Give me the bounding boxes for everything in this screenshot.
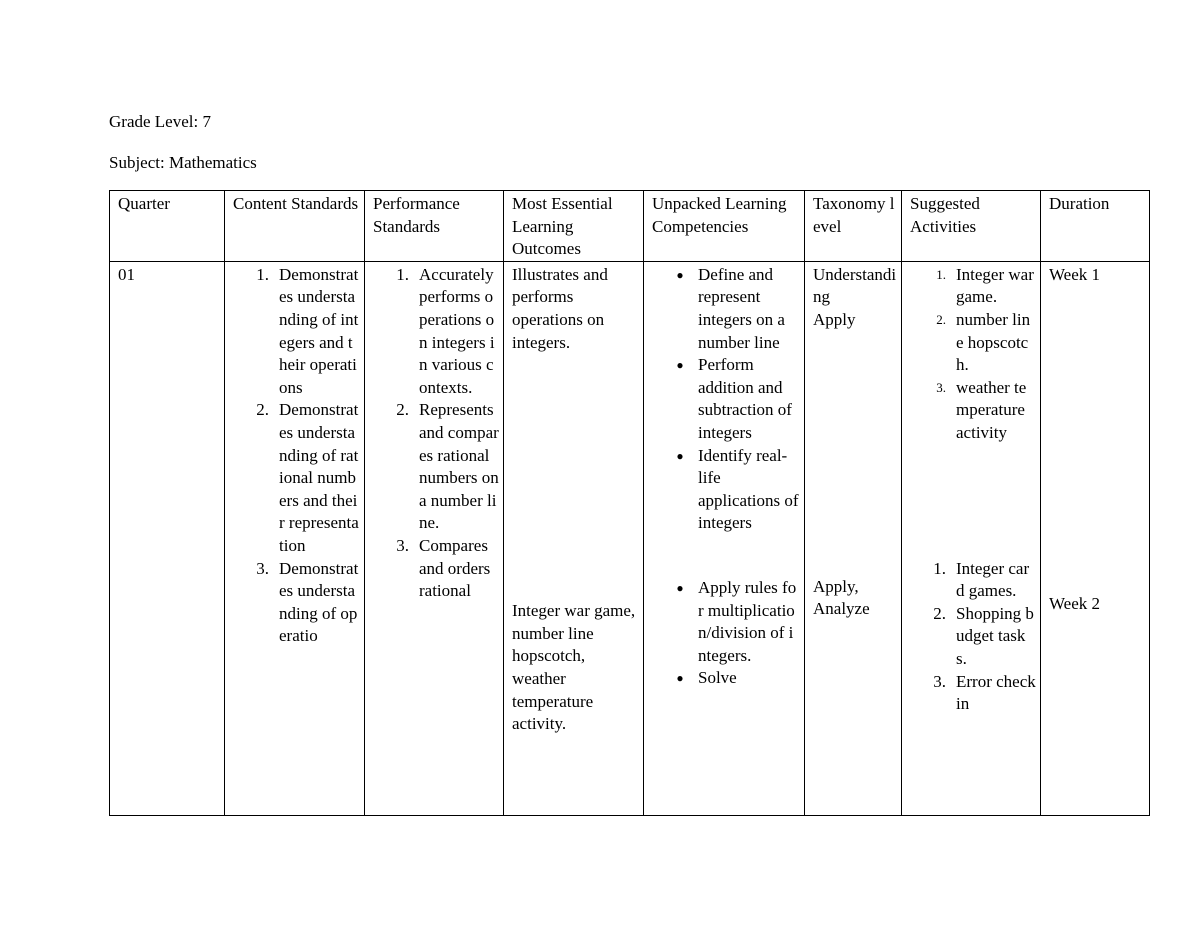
quarter-value: 01 <box>118 264 135 284</box>
list-item: 3. weather temperature activity <box>936 377 1027 442</box>
list-item: ● Define and represent integers on a number line <box>644 264 800 354</box>
quarter-cell <box>110 261 225 815</box>
unpacked-list-1 <box>644 264 800 535</box>
list-item: 1. Integer war game. <box>936 264 1034 307</box>
grade-level: Grade Level: 7 <box>109 112 211 131</box>
list-item: 2. number line hopscotch. <box>936 309 1031 375</box>
list-item: ● Solve <box>644 667 800 690</box>
col-header-performance-standards: Performance Standards <box>365 191 504 262</box>
bullet-icon: ● <box>676 671 684 686</box>
list-item: 1. Demonstrates understanding of integers and their operations <box>256 264 359 397</box>
list-item: 3. Error checkin <box>933 671 1036 714</box>
curriculum-table <box>109 190 1150 816</box>
spacer <box>1049 286 1145 593</box>
col-header-melc: Most Essential Learning Outcomes <box>504 191 644 262</box>
col-header-duration: Duration <box>1041 191 1150 262</box>
taxonomy-second: Apply, Analyze <box>813 576 870 619</box>
bullet-icon: ● <box>676 580 684 595</box>
content-standards-cell <box>225 261 365 815</box>
spacer <box>902 445 1036 558</box>
subject: Subject: Mathematics <box>109 153 257 172</box>
bullet-icon: ● <box>676 267 684 282</box>
bullet-icon: ● <box>676 448 684 463</box>
performance-standards-cell <box>365 261 504 815</box>
duration-first: Week 1 <box>1049 264 1101 284</box>
list-item: 3. Compares and orders rational <box>396 535 491 601</box>
table-row <box>110 261 1150 815</box>
activities-cell <box>902 261 1041 815</box>
list-item: 2. Demonstrates understanding of rational numbers and their representation <box>256 400 359 555</box>
performance-standards-list <box>365 264 499 603</box>
duration-cell <box>1041 261 1150 815</box>
list-item: 1. Integer card games. <box>933 558 1030 601</box>
spacer <box>644 535 800 577</box>
activities-list-1 <box>902 264 1036 445</box>
list-item: 2. Shopping budget tasks. <box>933 603 1034 668</box>
melc-cell <box>504 261 644 815</box>
col-header-quarter: Quarter <box>110 191 225 262</box>
list-item: 2. Represents and compares rational numbers on a number line. <box>396 400 499 533</box>
list-item: 3. Demonstrates understanding of operatio <box>256 558 359 646</box>
duration-second: Week 2 <box>1049 594 1101 614</box>
melc-first: Illustrates and performs operations on integers. <box>512 264 608 352</box>
col-header-unpacked: Unpacked Learning Competencies <box>644 191 805 262</box>
header-row <box>110 191 1150 262</box>
taxonomy-first-a: Understanding <box>813 264 897 307</box>
spacer <box>813 332 897 576</box>
melc-second: Integer war game, number line hopscotch, weather temperature activity. <box>512 601 636 734</box>
bullet-icon: ● <box>676 358 684 373</box>
unpacked-list-2 <box>644 577 800 690</box>
content-standards-list <box>225 264 360 648</box>
taxonomy-cell <box>805 261 902 815</box>
col-header-activities: Suggested Activities <box>902 191 1041 262</box>
list-item: 1. Accurately performs operations on integers in various contexts. <box>396 264 495 397</box>
col-header-content-standards: Content Standards <box>225 191 365 262</box>
taxonomy-first-b: Apply <box>813 309 856 329</box>
list-item: ● Apply rules for multiplication/division of integers. <box>644 577 800 667</box>
activities-list-2 <box>902 558 1036 716</box>
spacer <box>512 354 639 600</box>
unpacked-cell <box>644 261 805 815</box>
list-item: ● Perform addition and subtraction of integers <box>644 354 800 444</box>
list-item: ● Identify real-life applications of integers <box>644 445 800 535</box>
col-header-taxonomy: Taxonomy level <box>805 191 902 262</box>
